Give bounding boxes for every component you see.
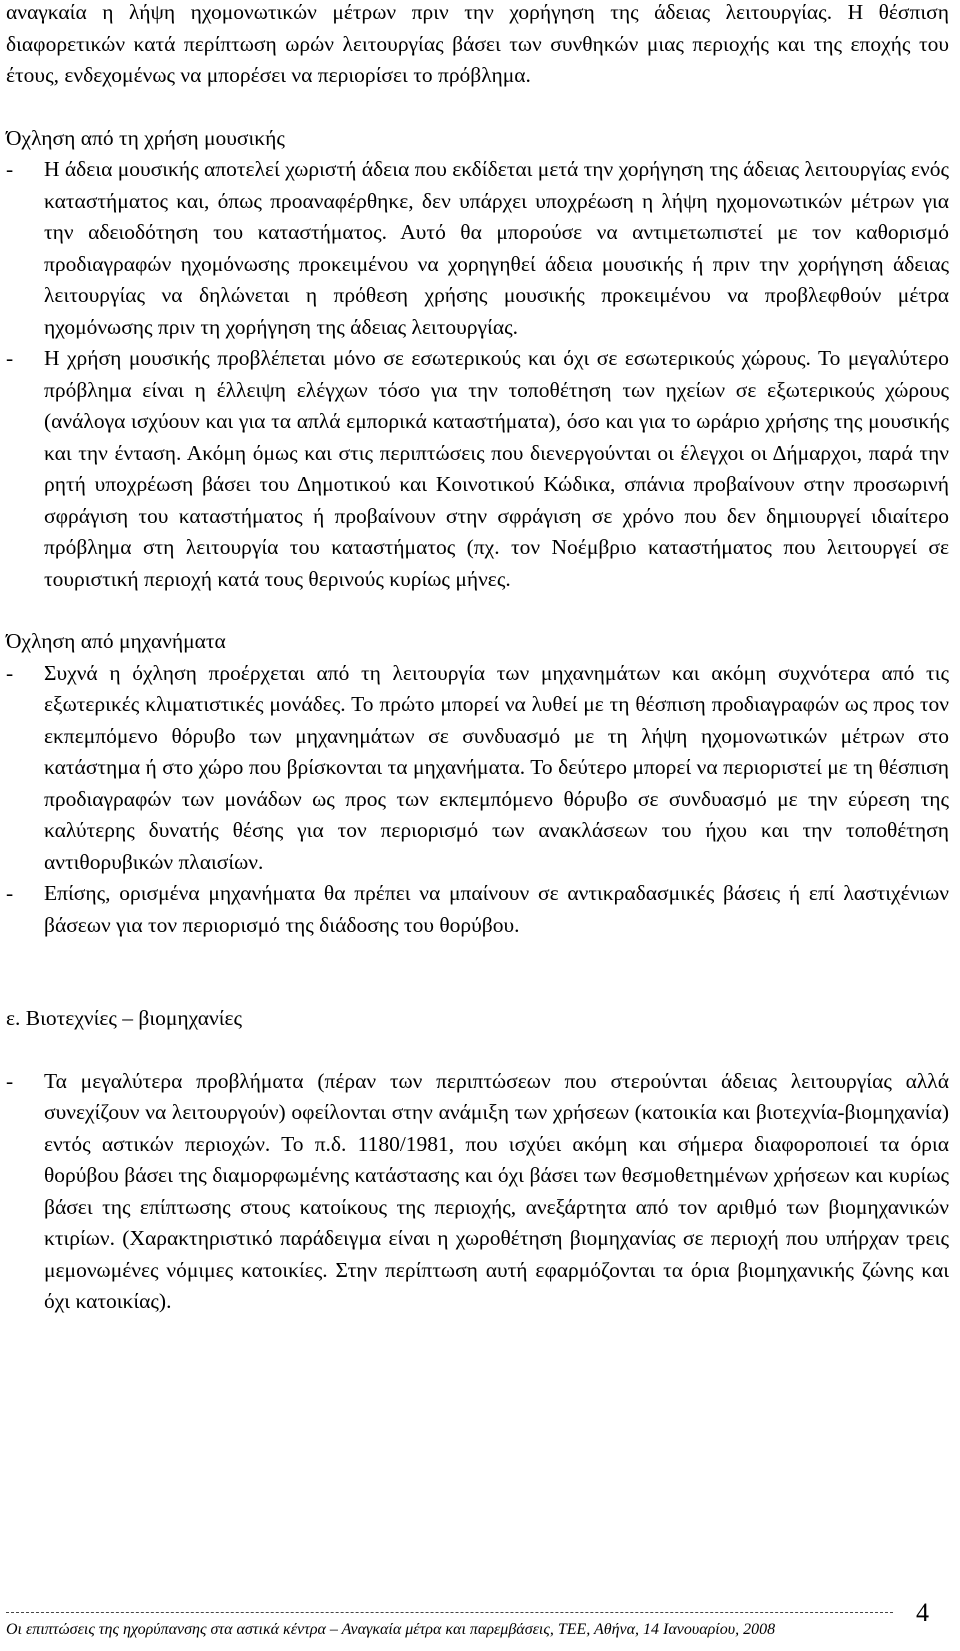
list-item-text: Η χρήση μουσικής προβλέπεται μόνο σε εσωτερικούς και όχι σε εσωτερικούς χώρους. Το μεγαλύτερο πρόβλημα είναι η έλλειψη ελέγχων τόσο για την τοποθέτηση των ηχείων σε εξωτερικούς χώρους (ανάλογα ισχύουν και για τα απλά εμπορικά καταστήματα), όσο και για το ωράριο χρήσης της μουσικής και την ένταση. Ακόμη όμως και στις περιπτώσεις που διενεργούνται οι έλεγχοι οι Δήμαρχοι, παρά την ρητή υποχρέωση βάσει του Δημοτικού και Κοινοτικού Κώδικα, σπάνια προβαίνουν στην προσωρινή σφράγιση του καταστήματος ή προβαίνουν στην σφράγιση σε χρόνο που δεν δημιουργεί ιδιαίτερο πρόβλημα στη λειτουργία του καταστήματος (πχ. τον Νοέμβριο καταστήματος που λειτουργεί σε τουριστική περιοχή κατά τους θερινούς κυρίως μήνες. — [44, 346, 949, 591]
list-item-text: Τα μεγαλύτερα προβλήματα (πέραν των περιπτώσεων που στερούνται άδειας λειτουργίας αλλά συνεχίζουν να λειτουργούν) οφείλονται στην ανάμιξη των χρήσεων (κατοικία και βιοτεχνία-βιομηχανία) εντός αστικών περιοχών. Το π.δ. 1180/1981, που ισχύει ακόμη και σήμερα διαφοροποιεί τα όρια θορύβου βάσει της διαμορφωμένης κατάστασης και όχι βάσει των θεσμοθετημένων χρήσεων και κυρίως βάσει της επίπτωσης στους κατοίκους της περιοχής, ανεξάρτητα από τον αριθμό των βιομηχανικών κτιρίων. (Χαρακτηριστικό παράδειγμα είναι η χωροθέτηση βιομηχανίας σε περιοχή που υπήρχαν τρεις μεμονωμένες νόμιμες κατοικίες. Στην περίπτωση αυτή εφαρμόζονται τα όρια βιομηχανικής ζώνης και όχι κατοικίας). — [44, 1068, 949, 1313]
list-item — [6, 1066, 949, 1318]
spacer — [6, 595, 949, 626]
spacer — [6, 92, 949, 123]
intro-paragraph: αναγκαία η λήψη ηχομονωτικών μέτρων πριν την χορήγηση της άδειας λειτουργίας. Η θέσπιση διαφορετικών κατά περίπτωση ωρών λειτουργίας βάσει των συνθηκών μιας περιοχής και της εποχής του έτους, ενδεχομένως να μπορέσει να περιορίσει το πρόβλημα. — [6, 0, 949, 87]
list-item-text: Επίσης, ορισμένα μηχανήματα θα πρέπει να μπαίνουν σε αντικραδασμικές βάσεις ή επί λαστιχένιων βάσεων για τον περιορισμό της διάδοσης του θορύβου. — [44, 881, 949, 937]
list-item-text: Η άδεια μουσικής αποτελεί χωριστή άδεια που εκδίδεται μετά την χορήγηση της άδειας λειτουργίας ενός καταστήματος και, όπως προαναφέρθηκε, δεν υπάρχει υποχρέωση η λήψη ηχομονωτικών μέτρων για την αδειοδότηση του καταστήματος. Αυτό θα μπορούσε να αντιμετωπιστεί με τον καθορισμό προδιαγραφών ηχομόνωσης προκειμένου να χορηγηθεί άδεια μουσικής ή πριν την χορήγηση άδειας λειτουργίας να δηλώνεται η πρόθεση χρήσης μουσικής προκειμένου να προβλεφθούν μέτρα ηχομόνωσης πριν τη χορήγηση της άδειας λειτουργίας. — [44, 157, 949, 339]
body-text — [6, 0, 949, 1318]
list-item — [6, 154, 949, 343]
music-heading: Όχληση από τη χρήση μουσικής — [6, 125, 285, 150]
spacer — [6, 1035, 949, 1066]
bullet-dash: - — [6, 157, 14, 181]
bullet-dash: - — [6, 881, 14, 905]
footer-divider — [6, 1612, 893, 1613]
list-item — [6, 878, 949, 941]
page-number: 4 — [916, 1598, 929, 1627]
footer-text: Οι επιπτώσεις της ηχορύπανσης στα αστικά κέντρα – Αναγκαία μέτρα και παρεμβάσεις, ΤΕΕ, Αθήνα, 14 Ιανουαρίου, 2008 — [6, 1621, 776, 1638]
machines-heading: Όχληση από μηχανήματα — [6, 629, 226, 653]
list-item — [6, 343, 949, 595]
spacer — [6, 941, 949, 1003]
bullet-dash: - — [6, 1068, 14, 1093]
list-item-text: Συχνά η όχληση προέρχεται από τη λειτουργία των μηχανημάτων και ακόμη συχνότερα από τις εξωτερικές κλιματιστικές μονάδες. Το πρώτο μπορεί να λυθεί με τη θέσπιση προδιαγραφών ως προς τον εκπεμπόμενο θόρυβο των μηχανημάτων σε συνδυασμό με τη λήψη ηχομονωτικών μέτρων στο κατάστημα ή στο χώρο που βρίσκονται τα μηχανήματα. Το δεύτερο μπορεί να περιοριστεί με τη θέσπιση προδιαγραφών των μονάδων ως προς των εκπεμπόμενο θόρυβο σε συνδυασμό με την εύρεση της καλύτερης δυνατής θέσης για τον περιορισμό των ανακλάσεων του ήχου και την τοποθέτηση αντιθορυβικών πλαισίων. — [44, 660, 949, 874]
bullet-dash: - — [6, 660, 14, 685]
bullet-dash: - — [6, 346, 14, 370]
list-item — [6, 658, 949, 879]
industry-heading: ε. Βιοτεχνίες – βιομηχανίες — [6, 1006, 243, 1030]
